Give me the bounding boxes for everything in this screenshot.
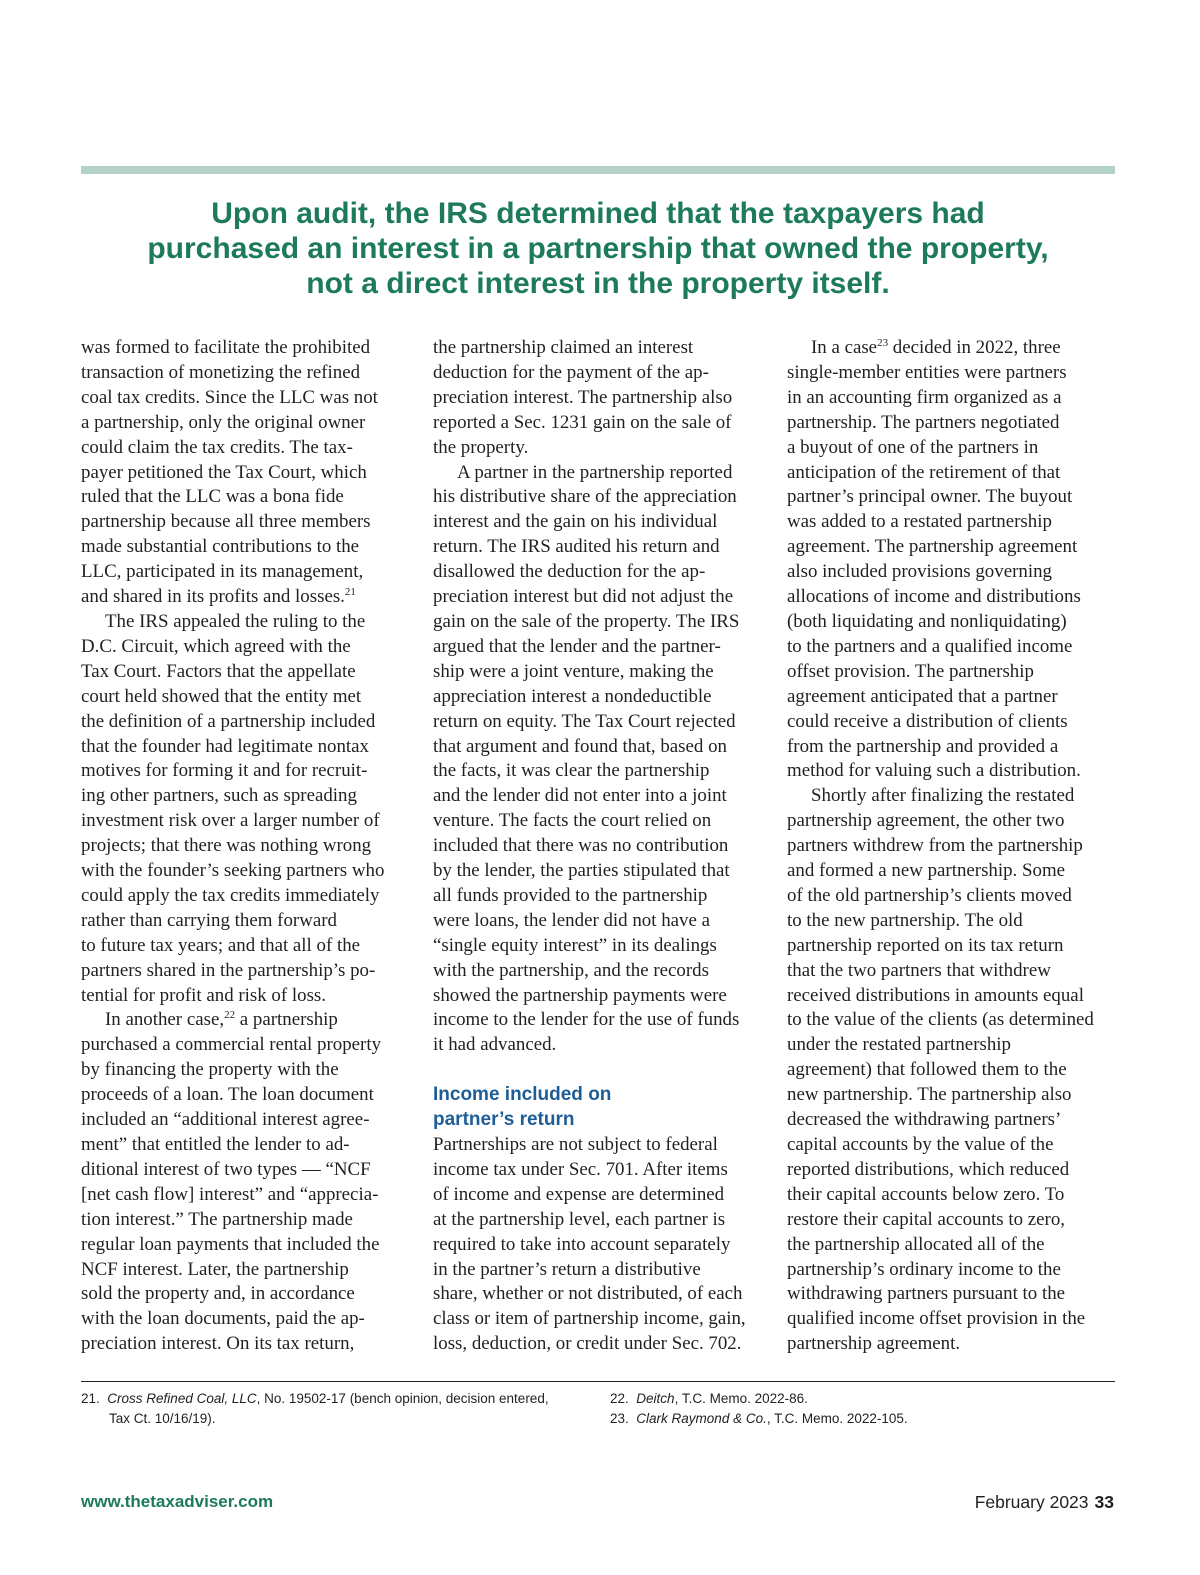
case-name: Deitch [636,1391,675,1406]
text-line: made substantial contributions to the [81,536,360,558]
text-line: Partnerships are not subject to federal [433,1133,718,1155]
text-line: qualified income offset provision in the [787,1308,1086,1330]
text-line: required to take into account separately [433,1233,731,1255]
text-line: agreement anticipated that a partner [787,685,1058,707]
text-line: their capital accounts below zero. To [787,1183,1065,1205]
text-line: agreement) that followed them to the [787,1059,1067,1081]
text-line: partner’s principal owner. The buyout [787,486,1073,508]
text-line: his distributive share of the appreciation [433,486,737,508]
section-subheading [433,1083,767,1133]
paragraph [433,1133,767,1357]
text-line: income tax under Sec. 701. After items [433,1158,728,1180]
text-line: return on equity. The Tax Court rejected [433,710,736,732]
text-line: to the new partnership. The old [787,909,1023,931]
text-line: ing other partners, such as spreading [81,785,357,807]
text-line: the partnership claimed an interest [433,337,694,358]
pull-quote [81,196,1115,301]
text-line: under the restated partnership [787,1034,1011,1056]
text-line: D.C. Circuit, which agreed with the [81,635,351,657]
text-line: in the partner’s return a distributive [433,1258,701,1280]
text-line [81,585,411,610]
text-fragment: In another case, [105,1009,225,1031]
text-line: motives for forming it and for recruit- [81,760,368,782]
footnote-21-continued: Tax Ct. 10/16/19). [109,1411,216,1426]
text-line: restore their capital accounts to zero, [787,1208,1065,1230]
text-line: method for valuing such a distribution. [787,760,1081,782]
text-line: partnership because all three members [81,511,371,533]
text-line: all funds provided to the partnership [433,884,708,906]
text-line: investment risk over a larger number of [81,810,380,832]
text-fragment: a partnership [235,1009,338,1031]
text-line: anticipation of the retirement of that [787,461,1061,483]
footnotes-left [81,1389,581,1429]
text-line: decreased the withdrawing partners’ [787,1109,1062,1131]
text-line: was formed to facilitate the prohibited [81,337,371,358]
paragraph [81,610,411,1009]
text-fragment: decided in 2022, three [888,337,1061,358]
footnote-23 [610,1409,1110,1429]
text-line [81,1008,411,1033]
pull-quote-line: purchased an interest in a partnership that owned the property, [147,232,1049,265]
text-line: by the lender, the parties stipulated that [433,860,730,882]
text-line: “single equity interest” in its dealings [433,934,717,956]
text-line: NCF interest. Later, the partnership [81,1258,349,1280]
text-line: could apply the tax credits immediately [81,884,380,906]
text-line: could claim the tax credits. The tax- [81,436,353,458]
text-line: gain on the sale of the property. The IRS [433,610,740,632]
paragraph [81,1008,411,1357]
footnote-21 [81,1389,581,1409]
text-line: appreciation interest a nondeductible [433,685,712,707]
text-line: of the old partnership’s clients moved [787,884,1072,906]
text-line: purchased a commercial rental property [81,1034,382,1056]
text-line: by financing the property with the [81,1059,339,1081]
text-line: Tax Court. Factors that the appellate [81,660,356,682]
text-line: partnership reported on its tax return [787,934,1064,956]
text-line: capital accounts by the value of the [787,1134,1054,1155]
footnote-number: 23. [610,1411,629,1426]
text-line: payer petitioned the Tax Court, which [81,461,367,483]
text-line: to the value of the clients (as determined [787,1009,1094,1031]
text-line: deduction for the payment of the ap- [433,361,709,383]
text-line: included that there was no contribution [433,835,729,857]
paragraph [787,784,1117,1357]
text-line: partners withdrew from the partnership [787,835,1083,857]
pull-quote-line: not a direct interest in the property itself. [306,267,890,300]
text-line: argued that the lender and the partner- [433,635,721,657]
text-fragment: In a case [811,337,878,358]
text-line: LLC, participated in its management, [81,561,364,583]
paragraph [433,461,767,1059]
footnotes-right [610,1389,1110,1429]
footnote-number: 22. [610,1391,629,1406]
page-number: 33 [1094,1492,1114,1512]
text-line: received distributions in amounts equal [787,984,1084,1006]
text-line: ment” that entitled the lender to ad- [81,1134,350,1155]
footnote-22 [610,1389,1110,1409]
text-line: ditional interest of two types — “NCF [81,1158,371,1180]
text-line: withdrawing partners pursuant to the [787,1283,1066,1305]
text-line: projects; that there was nothing wrong [81,835,372,857]
text-line: could receive a distribution of clients [787,710,1068,732]
text-line: in an accounting firm organized as a [787,386,1062,408]
pull-quote-line: Upon audit, the IRS determined that the taxpayers had [211,197,985,230]
text-line: partnership agreement. [787,1333,961,1355]
text-line: reported a Sec. 1231 gain on the sale of [433,411,732,433]
text-line: to future tax years; and that all of the [81,934,361,956]
text-line: the property. [433,436,529,458]
footnote-text: , T.C. Memo. 2022-86. [674,1391,808,1406]
text-line: with the founder’s seeking partners who [81,860,385,882]
text-fragment: and shared in its profits and losses. [81,586,345,608]
text-line: tion interest.” The partnership made [81,1208,353,1230]
footnote-number: 21. [81,1391,100,1406]
case-name: Cross Refined Coal, LLC [107,1391,257,1406]
text-column-1 [81,336,411,1357]
text-line: class or item of partnership income, gain, [433,1308,746,1330]
text-line: partnership. The partners negotiated [787,411,1060,433]
case-name: Clark Raymond & Co. [636,1411,767,1426]
top-divider-rule [81,166,1115,174]
text-line: ship were a joint venture, making the [433,660,714,682]
text-line: showed the partnership payments were [433,984,727,1006]
text-line: disallowed the deduction for the ap- [433,561,706,583]
text-line: preciation interest. The partnership also [433,386,733,408]
text-line: partners shared in the partnership’s po- [81,959,376,981]
text-line: Shortly after finalizing the restated [811,785,1075,807]
text-line: agreement. The partnership agreement [787,536,1078,558]
text-line: included an “additional interest agree- [81,1109,370,1131]
subheading-line: Income included on [433,1084,612,1106]
text-line: court held showed that the entity met [81,685,362,707]
text-line: to the partners and a qualified income [787,635,1073,657]
issue-date: February 2023 [974,1492,1089,1512]
text-line: a buyout of one of the partners in [787,436,1039,458]
text-line: coal tax credits. Since the LLC was not [81,386,378,408]
footnote-text: , T.C. Memo. 2022-105. [766,1411,908,1426]
text-column-3 [787,336,1117,1357]
footnote-divider-rule [81,1381,1115,1382]
text-line: and the lender did not enter into a joint [433,785,727,807]
text-line: income to the lender for the use of funds [433,1009,740,1031]
text-line: of income and expense are determined [433,1183,725,1205]
text-line: A partner in the partnership reported [457,461,733,483]
text-line: with the loan documents, paid the ap- [81,1308,365,1330]
footnote-ref: 21 [344,586,356,599]
text-line: and formed a new partnership. Some [787,860,1066,882]
text-line: offset provision. The partnership [787,660,1034,682]
text-line: tential for profit and risk of loss. [81,984,327,1006]
text-line: that the founder had legitimate nontax [81,735,369,757]
text-line: the facts, it was clear the partnership [433,760,710,782]
spacer [433,1058,767,1083]
paragraph [81,336,411,610]
text-line: rather than carrying them forward [81,909,337,931]
text-line: The IRS appealed the ruling to the [105,610,366,632]
text-line: sold the property and, in accordance [81,1283,355,1305]
text-line: proceeds of a loan. The loan document [81,1084,374,1106]
text-line: the definition of a partnership included [81,710,376,732]
footnote-ref: 22 [224,1009,236,1022]
text-line: was added to a restated partnership [787,511,1052,533]
footnote-text: , No. 19502-17 (bench opinion, decision entered, [256,1391,549,1406]
text-line: were loans, the lender did not have a [433,909,710,931]
text-line: preciation interest but did not adjust the [433,586,734,608]
paragraph [433,336,767,461]
text-line: share, whether or not distributed, of each [433,1283,743,1305]
text-line: reported distributions, which reduced [787,1158,1070,1180]
text-line: interest and the gain on his individual [433,511,718,533]
text-line [787,336,1117,361]
text-line: partnership agreement, the other two [787,810,1065,832]
text-line: from the partnership and provided a [787,735,1059,757]
text-line: allocations of income and distributions [787,586,1081,608]
text-line: ruled that the LLC was a bona fide [81,486,344,508]
text-column-2 [433,336,767,1357]
text-line: transaction of monetizing the refined [81,361,361,383]
text-line: new partnership. The partnership also [787,1084,1072,1106]
text-line: partnership’s ordinary income to the [787,1258,1061,1280]
text-line: also included provisions governing [787,561,1052,583]
text-line: a partnership, only the original owner [81,411,366,433]
text-line: it had advanced. [433,1034,557,1056]
text-line: at the partnership level, each partner is [433,1208,726,1230]
paragraph [787,336,1117,784]
text-line: return. The IRS audited his return and [433,536,720,558]
text-line: the partnership allocated all of the [787,1233,1045,1255]
text-line: loss, deduction, or credit under Sec. 702. [433,1333,742,1355]
text-line: [net cash flow] interest” and “apprecia- [81,1183,379,1205]
text-line: (both liquidating and nonliquidating) [787,610,1067,632]
text-line: preciation interest. On its tax return, [81,1333,355,1355]
issue-date-and-page [975,1492,1114,1513]
text-line: regular loan payments that included the [81,1233,380,1255]
subheading-line: partner’s return [433,1109,575,1131]
text-line: that the two partners that withdrew [787,959,1051,981]
text-line: that argument and found that, based on [433,735,727,757]
footnote-ref: 23 [877,337,889,349]
text-line: with the partnership, and the records [433,959,709,981]
text-line: single-member entities were partners [787,361,1067,383]
website-url[interactable]: www.thetaxadviser.com [81,1492,274,1511]
text-line: venture. The facts the court relied on [433,810,712,832]
